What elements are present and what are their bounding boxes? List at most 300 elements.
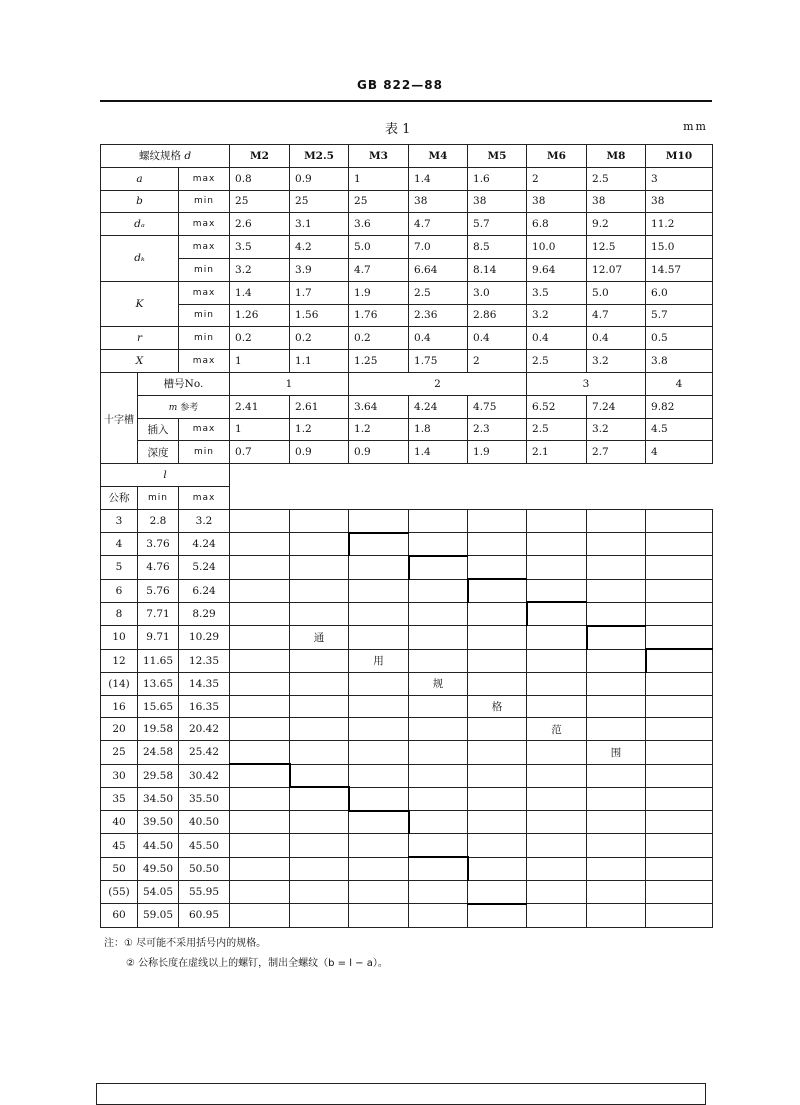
range-cell [290, 509, 349, 532]
range-cell [349, 718, 409, 741]
value-cell: 3.5 [230, 236, 290, 259]
range-cell [230, 695, 290, 718]
range-cell [290, 602, 349, 625]
row-r [101, 327, 713, 350]
range-cell [290, 695, 349, 718]
range-cell [230, 857, 290, 880]
range-cell [468, 764, 527, 787]
length-row [101, 857, 713, 880]
range-cell [468, 649, 527, 672]
value-cell: 0.8 [230, 167, 290, 190]
value-cell: 0.5 [646, 327, 713, 350]
range-cell [468, 672, 527, 695]
range-cell [646, 602, 713, 625]
length-min: 9.71 [138, 626, 179, 649]
range-cell [527, 579, 587, 602]
range-cell [230, 904, 290, 927]
recess-no-value: 2 [349, 372, 527, 395]
param-label: a [101, 167, 179, 190]
range-cell [587, 672, 646, 695]
value-cell: 2.5 [527, 418, 587, 441]
length-max: 55.95 [179, 881, 230, 904]
value-cell: 2.41 [230, 395, 290, 418]
length-min: 54.05 [138, 881, 179, 904]
range-cell [646, 787, 713, 810]
range-cell [409, 881, 468, 904]
range-cell [290, 764, 349, 787]
range-cell [587, 626, 646, 649]
range-cell [230, 764, 290, 787]
range-cell [646, 695, 713, 718]
value-cell: 3.6 [349, 213, 409, 236]
length-max: 6.24 [179, 579, 230, 602]
value-cell: 38 [468, 190, 527, 213]
length-min: 59.05 [138, 904, 179, 927]
row-k_min [101, 304, 713, 327]
length-min: 24.58 [138, 741, 179, 764]
length-max: 8.29 [179, 602, 230, 625]
row-da [101, 213, 713, 236]
value-cell: 5.7 [646, 304, 713, 327]
recess-no-value: 1 [230, 372, 349, 395]
l-label: l [101, 464, 230, 487]
value-cell: 2.3 [468, 418, 527, 441]
spec-table [100, 144, 713, 928]
length-max: 50.50 [179, 857, 230, 880]
size-header: M2 [230, 145, 290, 168]
row-a [101, 167, 713, 190]
length-min: 4.76 [138, 556, 179, 579]
value-cell: 1.1 [290, 350, 349, 373]
value-cell: 4.2 [290, 236, 349, 259]
range-cell [468, 834, 527, 857]
value-cell: 3.2 [587, 350, 646, 373]
length-row [101, 509, 713, 532]
range-cell [527, 764, 587, 787]
range-cell [587, 764, 646, 787]
value-cell: 6.8 [527, 213, 587, 236]
range-cell [646, 649, 713, 672]
range-cell [409, 602, 468, 625]
range-cell [230, 649, 290, 672]
range-cell [587, 834, 646, 857]
value-cell: 2.1 [527, 441, 587, 464]
note-1-text: ① 尽可能不采用括号内的规格。 [124, 938, 267, 949]
param-label: K [101, 281, 179, 327]
range-cell [646, 741, 713, 764]
range-cell [527, 741, 587, 764]
range-cell [290, 811, 349, 834]
length-row [101, 602, 713, 625]
value-cell: 3.1 [290, 213, 349, 236]
range-cell [468, 533, 527, 556]
range-cell [230, 787, 290, 810]
range-cell [468, 626, 527, 649]
range-cell [290, 556, 349, 579]
range-cell [527, 672, 587, 695]
range-cell [230, 533, 290, 556]
value-cell: 0.4 [468, 327, 527, 350]
value-cell: 2.36 [409, 304, 468, 327]
value-cell: 38 [646, 190, 713, 213]
range-cell [587, 718, 646, 741]
range-cell [230, 602, 290, 625]
range-cell [290, 857, 349, 880]
value-cell: 0.7 [230, 441, 290, 464]
length-max: 20.42 [179, 718, 230, 741]
length-row [101, 764, 713, 787]
value-cell: 1 [349, 167, 409, 190]
limit-type: max [179, 213, 230, 236]
value-cell: 0.2 [230, 327, 290, 350]
range-cell [646, 764, 713, 787]
value-cell: 7.24 [587, 395, 646, 418]
value-cell: 6.0 [646, 281, 713, 304]
range-cell [349, 695, 409, 718]
row-m [101, 395, 713, 418]
nominal-length: 40 [101, 811, 138, 834]
row-recess-no [101, 372, 713, 395]
value-cell: 2.6 [230, 213, 290, 236]
note-2: ② 公称长度在虚线以上的螺钉，制出全螺纹（b = l − a）。 [126, 958, 388, 969]
range-cell [409, 718, 468, 741]
range-cell [349, 811, 409, 834]
row-l-headers [101, 486, 713, 509]
limit-type: min [179, 441, 230, 464]
range-cell [468, 787, 527, 810]
range-cell [527, 533, 587, 556]
range-cell [349, 787, 409, 810]
range-cell [587, 556, 646, 579]
nominal-length: 25 [101, 741, 138, 764]
range-cell [587, 649, 646, 672]
range-cell [409, 649, 468, 672]
value-cell: 12.07 [587, 258, 646, 281]
range-char: 通 [290, 626, 349, 649]
range-cell [646, 718, 713, 741]
spec-label-cell [101, 145, 230, 168]
value-cell: 1.4 [409, 167, 468, 190]
range-cell [409, 811, 468, 834]
value-cell: 1.4 [230, 281, 290, 304]
value-cell: 38 [587, 190, 646, 213]
length-row [101, 811, 713, 834]
length-row [101, 626, 713, 649]
range-char: 用 [349, 649, 409, 672]
range-cell [646, 509, 713, 532]
range-cell [587, 881, 646, 904]
length-max: 40.50 [179, 811, 230, 834]
limit-type: min [179, 258, 230, 281]
range-cell [349, 672, 409, 695]
limit-type: min [179, 304, 230, 327]
nominal-length: 30 [101, 764, 138, 787]
nominal-length: 60 [101, 904, 138, 927]
range-cell [527, 787, 587, 810]
length-row [101, 834, 713, 857]
length-row [101, 695, 713, 718]
nominal-length: (55) [101, 881, 138, 904]
value-cell: 3.2 [587, 418, 646, 441]
value-cell: 1.7 [290, 281, 349, 304]
value-cell: 1.9 [349, 281, 409, 304]
row-l-label [101, 464, 713, 487]
value-cell: 3.2 [230, 258, 290, 281]
header-rule [100, 100, 712, 102]
range-char: 格 [468, 695, 527, 718]
value-cell: 0.4 [587, 327, 646, 350]
value-cell: 1 [230, 350, 290, 373]
length-max: 35.50 [179, 787, 230, 810]
range-char: 规 [409, 672, 468, 695]
value-cell: 2.5 [587, 167, 646, 190]
size-header: M8 [587, 145, 646, 168]
value-cell: 4.7 [409, 213, 468, 236]
range-cell [527, 649, 587, 672]
length-max: 12.35 [179, 649, 230, 672]
limit-type: max [179, 167, 230, 190]
length-row [101, 787, 713, 810]
range-cell [468, 811, 527, 834]
nominal-length: 10 [101, 626, 138, 649]
value-cell: 9.82 [646, 395, 713, 418]
nominal-length: 4 [101, 533, 138, 556]
nominal-length: (14) [101, 672, 138, 695]
param-label: X [101, 350, 179, 373]
footer-frame [96, 1083, 706, 1105]
length-max: 10.29 [179, 626, 230, 649]
value-cell: 2.5 [527, 350, 587, 373]
length-row [101, 556, 713, 579]
length-min: 34.50 [138, 787, 179, 810]
range-cell [587, 857, 646, 880]
value-cell: 2.61 [290, 395, 349, 418]
range-char: 围 [587, 741, 646, 764]
max-header: max [179, 486, 230, 509]
length-max: 45.50 [179, 834, 230, 857]
range-cell [290, 579, 349, 602]
range-cell [587, 787, 646, 810]
range-cell [468, 602, 527, 625]
recess-no-value: 4 [646, 372, 713, 395]
range-cell [409, 626, 468, 649]
length-max: 4.24 [179, 533, 230, 556]
value-cell: 7.0 [409, 236, 468, 259]
limit-type: min [179, 327, 230, 350]
size-header: M5 [468, 145, 527, 168]
range-cell [587, 811, 646, 834]
range-cell [409, 741, 468, 764]
value-cell: 0.9 [290, 441, 349, 464]
length-max: 30.42 [179, 764, 230, 787]
range-cell [230, 556, 290, 579]
range-cell [646, 834, 713, 857]
length-max: 5.24 [179, 556, 230, 579]
value-cell: 1.2 [290, 418, 349, 441]
length-min: 3.76 [138, 533, 179, 556]
value-cell: 1.6 [468, 167, 527, 190]
length-row [101, 904, 713, 927]
value-cell: 4.7 [587, 304, 646, 327]
range-cell [230, 834, 290, 857]
value-cell: 0.2 [290, 327, 349, 350]
length-row [101, 881, 713, 904]
range-cell [646, 579, 713, 602]
size-header: M10 [646, 145, 713, 168]
value-cell: 10.0 [527, 236, 587, 259]
length-row [101, 533, 713, 556]
size-header: M6 [527, 145, 587, 168]
limit-type: min [179, 190, 230, 213]
value-cell: 25 [230, 190, 290, 213]
range-cell [409, 579, 468, 602]
row-depth-min [101, 441, 713, 464]
value-cell: 12.5 [587, 236, 646, 259]
table-caption: 表 1 [385, 122, 411, 137]
m-ref: 参考 [180, 403, 199, 414]
range-cell [290, 672, 349, 695]
range-cell [230, 811, 290, 834]
row-k_max [101, 281, 713, 304]
range-cell [527, 509, 587, 532]
range-cell [409, 834, 468, 857]
length-row [101, 579, 713, 602]
size-header: M2.5 [290, 145, 349, 168]
m-label-cell [138, 395, 230, 418]
range-cell [527, 881, 587, 904]
range-cell [349, 602, 409, 625]
length-min: 13.65 [138, 672, 179, 695]
range-char: 范 [527, 718, 587, 741]
standard-number: GB 822—88 [357, 78, 443, 92]
param-label: b [101, 190, 179, 213]
value-cell: 5.0 [349, 236, 409, 259]
value-cell: 4.7 [349, 258, 409, 281]
value-cell: 25 [349, 190, 409, 213]
range-cell [409, 695, 468, 718]
table-unit: mm [683, 120, 708, 133]
size-header: M3 [349, 145, 409, 168]
row-x [101, 350, 713, 373]
value-cell: 2 [468, 350, 527, 373]
range-cell [290, 904, 349, 927]
value-cell: 2.7 [587, 441, 646, 464]
range-cell [290, 649, 349, 672]
range-cell [527, 695, 587, 718]
range-cell [527, 834, 587, 857]
range-cell [468, 857, 527, 880]
value-cell: 1.26 [230, 304, 290, 327]
note-1 [104, 934, 266, 949]
range-cell [468, 556, 527, 579]
length-max: 60.95 [179, 904, 230, 927]
range-cell [527, 811, 587, 834]
min-header: min [138, 486, 179, 509]
value-cell: 15.0 [646, 236, 713, 259]
range-cell [587, 602, 646, 625]
range-cell [349, 509, 409, 532]
limit-type: max [179, 350, 230, 373]
range-cell [230, 509, 290, 532]
depth-label: 深度 [138, 441, 179, 464]
length-min: 11.65 [138, 649, 179, 672]
value-cell: 3.5 [527, 281, 587, 304]
nominal-length: 6 [101, 579, 138, 602]
row-dk_max [101, 236, 713, 259]
row-depth-max [101, 418, 713, 441]
range-cell [409, 787, 468, 810]
range-cell [468, 904, 527, 927]
range-cell [587, 579, 646, 602]
value-cell: 2 [527, 167, 587, 190]
range-cell [409, 509, 468, 532]
length-min: 2.8 [138, 509, 179, 532]
length-min: 49.50 [138, 857, 179, 880]
cross-group-label: 十字槽 [101, 372, 138, 463]
range-cell [587, 904, 646, 927]
value-cell: 5.7 [468, 213, 527, 236]
nominal-length: 16 [101, 695, 138, 718]
nominal-length: 5 [101, 556, 138, 579]
range-cell [527, 626, 587, 649]
recess-no-value: 3 [527, 372, 646, 395]
value-cell: 3.2 [527, 304, 587, 327]
range-cell [290, 787, 349, 810]
value-cell: 1.25 [349, 350, 409, 373]
value-cell: 2.5 [409, 281, 468, 304]
range-cell [230, 626, 290, 649]
value-cell: 4.75 [468, 395, 527, 418]
spec-d: d [184, 150, 192, 163]
value-cell: 8.14 [468, 258, 527, 281]
value-cell: 1.56 [290, 304, 349, 327]
length-max: 14.35 [179, 672, 230, 695]
value-cell: 6.52 [527, 395, 587, 418]
value-cell: 0.9 [290, 167, 349, 190]
length-row [101, 672, 713, 695]
recess-no-label: 槽号No. [138, 372, 230, 395]
range-cell [290, 741, 349, 764]
value-cell: 9.2 [587, 213, 646, 236]
range-cell [527, 556, 587, 579]
length-row [101, 649, 713, 672]
value-cell: 38 [527, 190, 587, 213]
length-row [101, 741, 713, 764]
range-cell [290, 834, 349, 857]
range-cell [646, 881, 713, 904]
insert-label: 插入 [138, 418, 179, 441]
range-cell [587, 509, 646, 532]
value-cell: 1 [230, 418, 290, 441]
value-cell: 9.64 [527, 258, 587, 281]
range-cell [527, 602, 587, 625]
value-cell: 1.4 [409, 441, 468, 464]
length-min: 15.65 [138, 695, 179, 718]
range-cell [409, 857, 468, 880]
value-cell: 1.8 [409, 418, 468, 441]
range-cell [409, 556, 468, 579]
range-cell [349, 904, 409, 927]
param-label: dₖ [101, 236, 179, 282]
range-cell [587, 533, 646, 556]
value-cell: 6.64 [409, 258, 468, 281]
value-cell: 3 [646, 167, 713, 190]
value-cell: 1.75 [409, 350, 468, 373]
value-cell: 1.76 [349, 304, 409, 327]
size-header: M4 [409, 145, 468, 168]
value-cell: 25 [290, 190, 349, 213]
range-cell [290, 718, 349, 741]
